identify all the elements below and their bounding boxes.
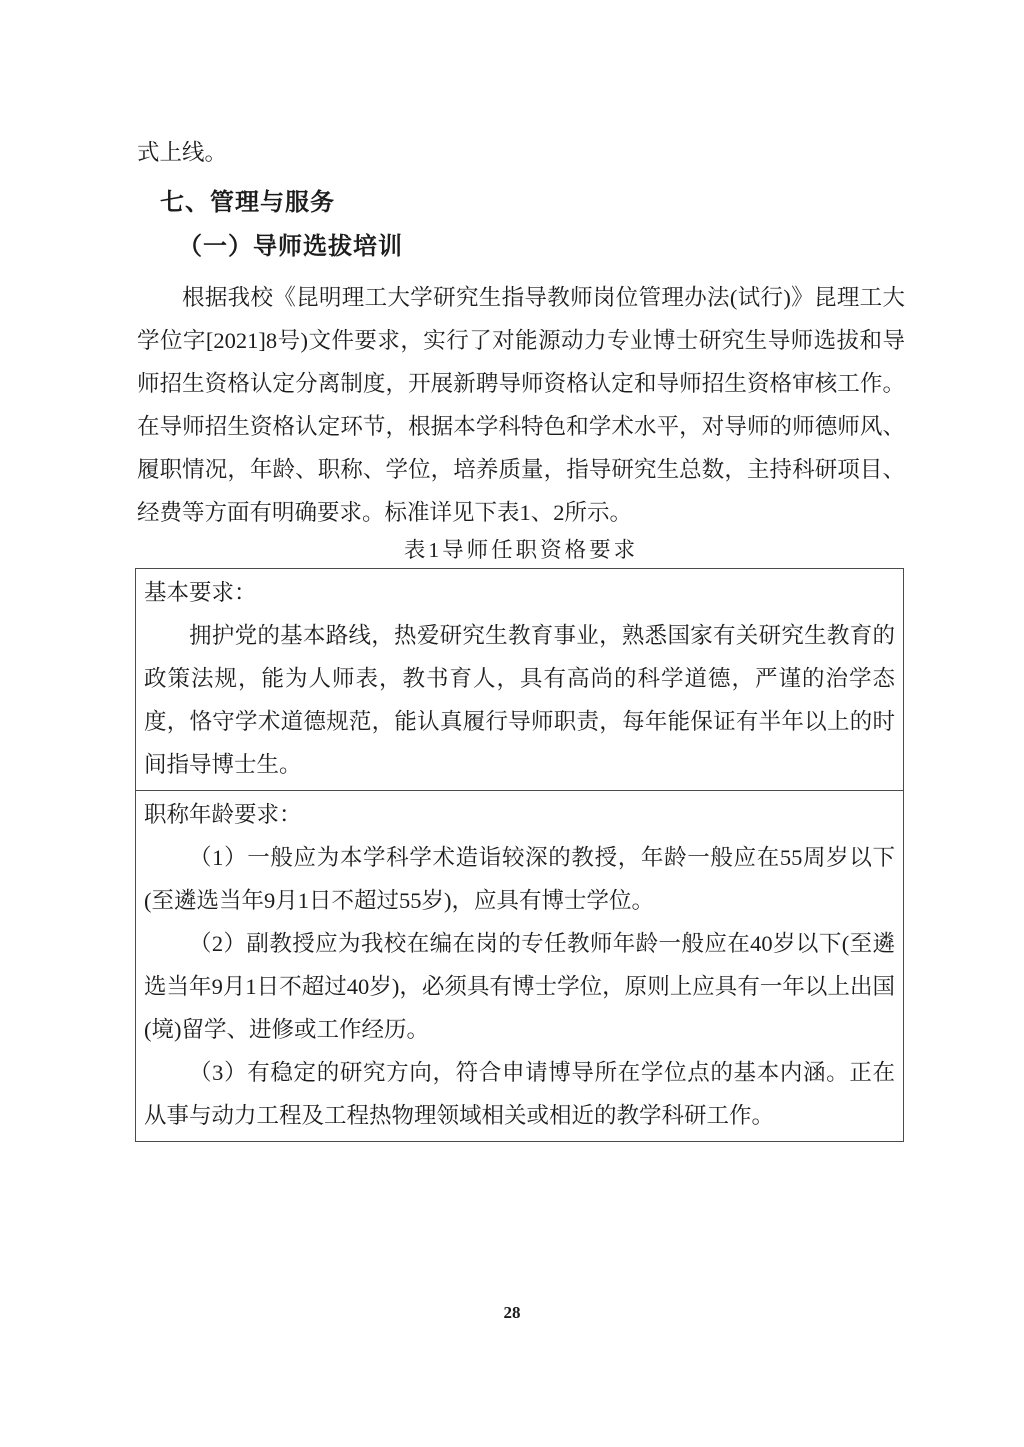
subsection-heading: （一）导师选拔培训: [178, 234, 403, 260]
table-row-basic-requirements: [136, 569, 903, 790]
row-label-title-age-requirements: 职称年龄要求：: [144, 802, 302, 827]
table-caption: 表1导师任职资格要求: [403, 538, 639, 562]
page-number: 28: [503, 1303, 521, 1322]
row-label-basic-requirements: 基本要求：: [144, 580, 257, 605]
intro-paragraph: 根据我校《昆明理工大学研究生指导教师岗位管理办法(试行)》昆理工大学位字[2021]8号)文件要求，实行了对能源动力专业博士研究生导师选拔和导师招生资格认定分离制度，开展新聘导师资格认定和导师招生资格审核工作。在导师招生资格认定环节，根据本学科特色和学术水平，对导师的师德师风、履职情况，年龄、职称、学位，培养质量，指导研究生总数，主持科研项目、经费等方面有明确要求。标准详见下表1、2所示。: [137, 285, 905, 525]
leading-paragraph: 式上线。: [137, 140, 228, 165]
advisor-requirements-table: [135, 568, 904, 1142]
title-age-requirement-item-3: （3）有稳定的研究方向，符合申请博导所在学位点的基本内涵。正在从事与动力工程及工程热物理领域相关或相近的教学科研工作。: [144, 1060, 895, 1128]
title-age-requirement-item-1: （1）一般应为本学科学术造诣较深的教授，年龄一般应在55周岁以下(至遴选当年9月1日不超过55岁)，应具有博士学位。: [144, 845, 895, 913]
table-row-title-age-requirements: [136, 790, 903, 1141]
title-age-requirement-item-2: （2）副教授应为我校在编在岗的专任教师年龄一般应在40岁以下(至遴选当年9月1日不超过40岁)，必须具有博士学位，原则上应具有一年以上出国(境)留学、进修或工作经历。: [144, 931, 895, 1042]
section-heading: 七、管理与服务: [160, 190, 335, 216]
basic-requirements-text: 拥护党的基本路线，热爱研究生教育事业，熟悉国家有关研究生教育的政策法规，能为人师表，教书育人，具有高尚的科学道德，严谨的治学态度，恪守学术道德规范，能认真履行导师职责，每年能保证有半年以上的时间指导博士生。: [144, 623, 895, 777]
